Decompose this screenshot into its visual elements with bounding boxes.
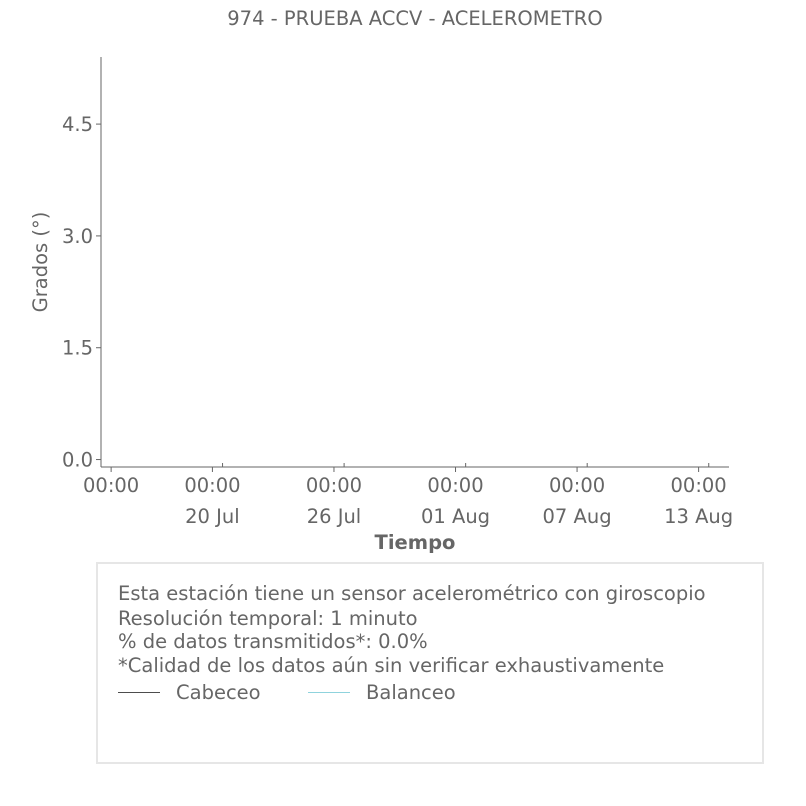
y-tick-label: 3.0 xyxy=(61,224,93,248)
legend-item-balanceo xyxy=(308,681,456,704)
y-axis-label: Grados (°) xyxy=(29,211,52,313)
legend-label-balanceo: Balanceo xyxy=(366,681,456,704)
y-tick-label: 1.5 xyxy=(61,336,93,360)
x-tick-date-label: 13 Aug xyxy=(664,505,734,528)
chart-title: 974 - PRUEBA ACCV - ACELEROMETRO xyxy=(227,7,603,30)
y-tick-label: 0.0 xyxy=(61,448,93,472)
temporal-resolution: Resolución temporal: 1 minuto xyxy=(118,607,418,630)
info-legend-box xyxy=(96,562,764,764)
legend-swatch-balanceo xyxy=(308,692,350,693)
y-tick-label: 4.5 xyxy=(61,113,93,137)
x-tick-date-label: 20 Jul xyxy=(185,505,240,528)
transmitted-data-percent: % de datos transmitidos*: 0.0% xyxy=(118,630,428,653)
x-tick-time-label: 00:00 xyxy=(548,474,606,497)
x-tick-date-label: 07 Aug xyxy=(542,505,612,528)
y-ticks xyxy=(62,113,101,471)
x-tick-date-label: 26 Jul xyxy=(306,505,362,528)
x-tick-time-label: 00:00 xyxy=(83,474,140,497)
x-tick-time-label: 00:00 xyxy=(670,474,727,497)
x-axis-label: Tiempo xyxy=(374,531,456,554)
legend-label-cabeceo: Cabeceo xyxy=(176,681,261,704)
legend-swatch-cabeceo xyxy=(118,692,160,693)
x-tick-time-label: 00:00 xyxy=(184,474,241,497)
sensor-description: Esta estación tiene un sensor acelerométrico con giroscopio xyxy=(118,582,706,605)
quality-disclaimer: *Calidad de los datos aún sin verificar exhaustivamente xyxy=(118,654,665,677)
x-ticks xyxy=(83,463,733,528)
x-tick-time-label: 00:00 xyxy=(305,474,363,497)
legend-item-cabeceo xyxy=(118,681,261,704)
x-tick-date-label: 01 Aug xyxy=(420,505,491,528)
x-tick-time-label: 00:00 xyxy=(427,474,484,497)
